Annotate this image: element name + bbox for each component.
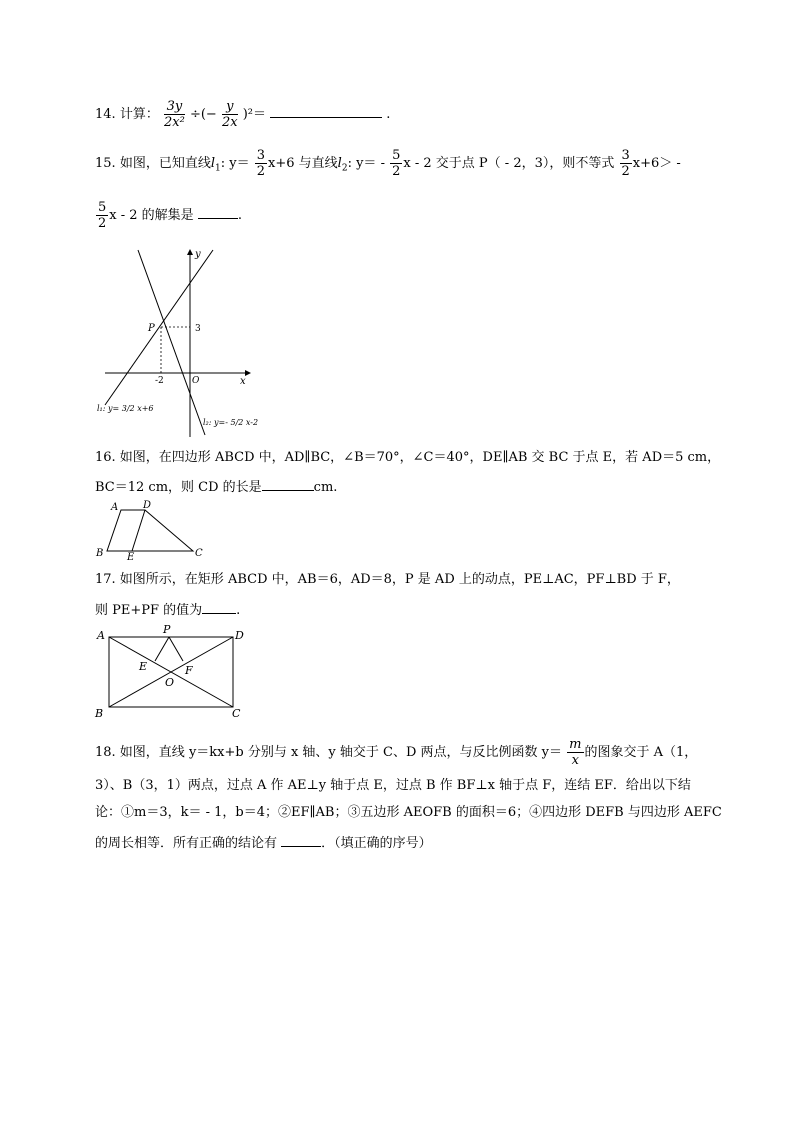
segment-DE (132, 510, 145, 551)
figure-15-graph (95, 245, 270, 440)
question-17-cont: 则 PE+PF 的值为 . (95, 603, 241, 618)
origin-label: O (192, 376, 200, 386)
q15-fraction-5-2: $\frac{5}{2}$ (392, 148, 401, 179)
x-tick-neg2: -2 (155, 376, 164, 386)
y-tick-3: 3 (195, 324, 201, 334)
vertex-E: E (127, 552, 135, 562)
question-18-line2: 3）、B（3，1）两点，过点 A 作 AE⊥y 轴于点 E，过点 B 作 BF⊥x 轴于点 F，连结 EF．给出以下结 (95, 778, 691, 793)
q18-answer-blank (281, 834, 321, 847)
q15-fraction-3-2-b: $\frac{3}{2}$ (621, 148, 630, 179)
q14-label: 计算： (119, 107, 159, 122)
vertex-D: D (143, 500, 152, 511)
y-axis-label: y (195, 249, 201, 260)
q15-number: 15. (95, 156, 116, 171)
question-17: 17. 如图所示，在矩形 ABCD 中，AB＝6，AD＝8，P 是 AD 上的动点，PE⊥AC，PF⊥BD 于 F， (95, 572, 680, 587)
vertex-C: C (232, 707, 241, 720)
question-18: 18. 如图，直线 y＝kx+b 分别与 x 轴、y 轴交于 C、D 两点，与反比例函数 y＝ $\frac{m}{x}$ 的图象交于 A（1， (95, 737, 698, 768)
l1-equation: l₁: y= 3/2 x+6 (97, 404, 154, 413)
l2-equation: l₂: y=- 5/2 x-2 (203, 418, 259, 427)
question-18-line3: 论：①m＝3，k＝ - 1，b＝4；②EF∥AB；③五边形 AEOFB 的面积＝6；④四边形 DEFB 与四边形 AEFC (95, 805, 722, 820)
question-16-cont: BC＝12 cm，则 CD 的长是 cm. (95, 480, 338, 495)
vertex-A: A (111, 502, 119, 513)
point-P: P (163, 623, 171, 636)
vertex-B: B (95, 707, 104, 720)
y-axis-arrow (187, 249, 193, 255)
segment-PE (155, 637, 169, 661)
q14-fraction-2: $\frac{y}{2x}$ (221, 99, 238, 130)
point-O: O (165, 676, 175, 689)
q16-answer-blank (262, 478, 314, 491)
point-P-label: P (148, 323, 155, 334)
question-18-line4: 的周长相等．所有正确的结论有 ．（填正确的序号） (95, 836, 432, 851)
q15-fraction-5-2-b: $\frac{5}{2}$ (98, 200, 107, 231)
q18-fraction-m-x: $\frac{m}{x}$ (569, 737, 582, 768)
segment-PF (169, 637, 183, 661)
q14-answer-blank (270, 105, 382, 118)
x-axis-arrow (245, 370, 251, 376)
question-15: 15. 如图，已知直线$l_1$: y＝ $\frac{3}{2}$ x+6 与直线$l_2$: y＝ - $\frac{5}{2}$ x - 2 交于点 P（ - 2，3），则不等式 $\frac{3}{2}$ x+6＞ - (95, 148, 681, 179)
q15-fraction-3-2: $\frac{3}{2}$ (256, 148, 266, 179)
q14-division: ÷(− (189, 107, 217, 122)
figure-17-rectangle (93, 620, 258, 722)
vertex-C: C (195, 548, 203, 559)
q14-number: 14. (95, 107, 116, 122)
point-F: F (185, 664, 193, 677)
vertex-D: D (235, 629, 244, 642)
x-axis-label: x (240, 376, 246, 387)
q15-answer-blank (198, 206, 238, 219)
q14-tail: )²＝ (242, 107, 266, 122)
vertex-A: A (97, 629, 105, 642)
q14-fraction-1: $\frac{3y}{\text{2x²}}$ (163, 99, 185, 130)
point-E: E (139, 660, 148, 673)
question-16: 16. 如图，在四边形 ABCD 中，AD∥BC，∠B＝70°，∠C＝40°，DE∥AB 交 BC 于点 E，若 AD＝5 cm， (95, 450, 721, 465)
trapezoid-ABCD (107, 510, 193, 551)
question-15-cont: $\frac{5}{2}$ x - 2 的解集是 . (98, 200, 242, 231)
question-14: 14. 计算： $\frac{3y}{\text{2x²}}$ ÷(− $\frac{y}{2x}$ )²＝ . (95, 99, 391, 130)
figure-16-trapezoid (95, 497, 215, 562)
q17-answer-blank (202, 601, 236, 614)
vertex-B: B (96, 548, 104, 559)
